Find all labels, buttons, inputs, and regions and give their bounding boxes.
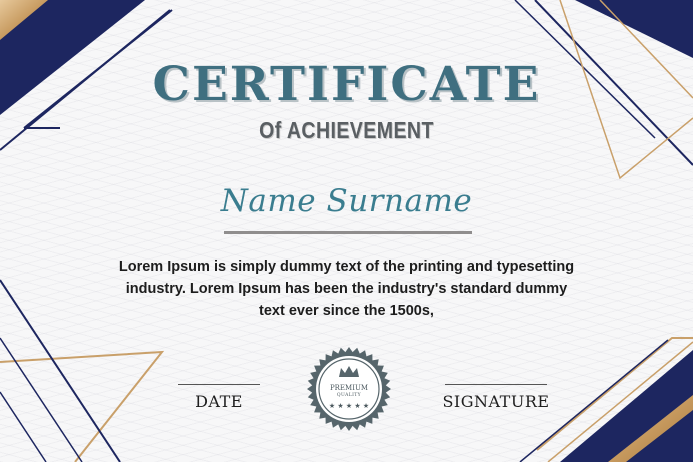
- name-underline: [224, 231, 472, 234]
- certificate-title: CERTIFICATE: [152, 57, 541, 112]
- premium-quality-seal: [306, 346, 392, 432]
- signature-line: [445, 384, 547, 385]
- signature-label: SIGNATURE: [442, 392, 550, 411]
- certificate-body-text: Lorem Ipsum is simply dummy text of the printing and typesetting industry. Lorem Ipsum has been the industry's standard dummy text ever since the 1500s,: [118, 259, 575, 319]
- seal-stars-icon: ★ ★ ★ ★ ★: [328, 402, 370, 410]
- seal-line-2: QUALITY: [336, 393, 362, 398]
- date-label: DATE: [195, 392, 243, 411]
- seal-line-1: PREMIUM: [329, 384, 369, 392]
- recipient-name: Name Surname: [220, 183, 473, 219]
- certificate-subtitle: Of ACHIEVEMENT: [259, 117, 434, 143]
- date-line: [178, 384, 260, 385]
